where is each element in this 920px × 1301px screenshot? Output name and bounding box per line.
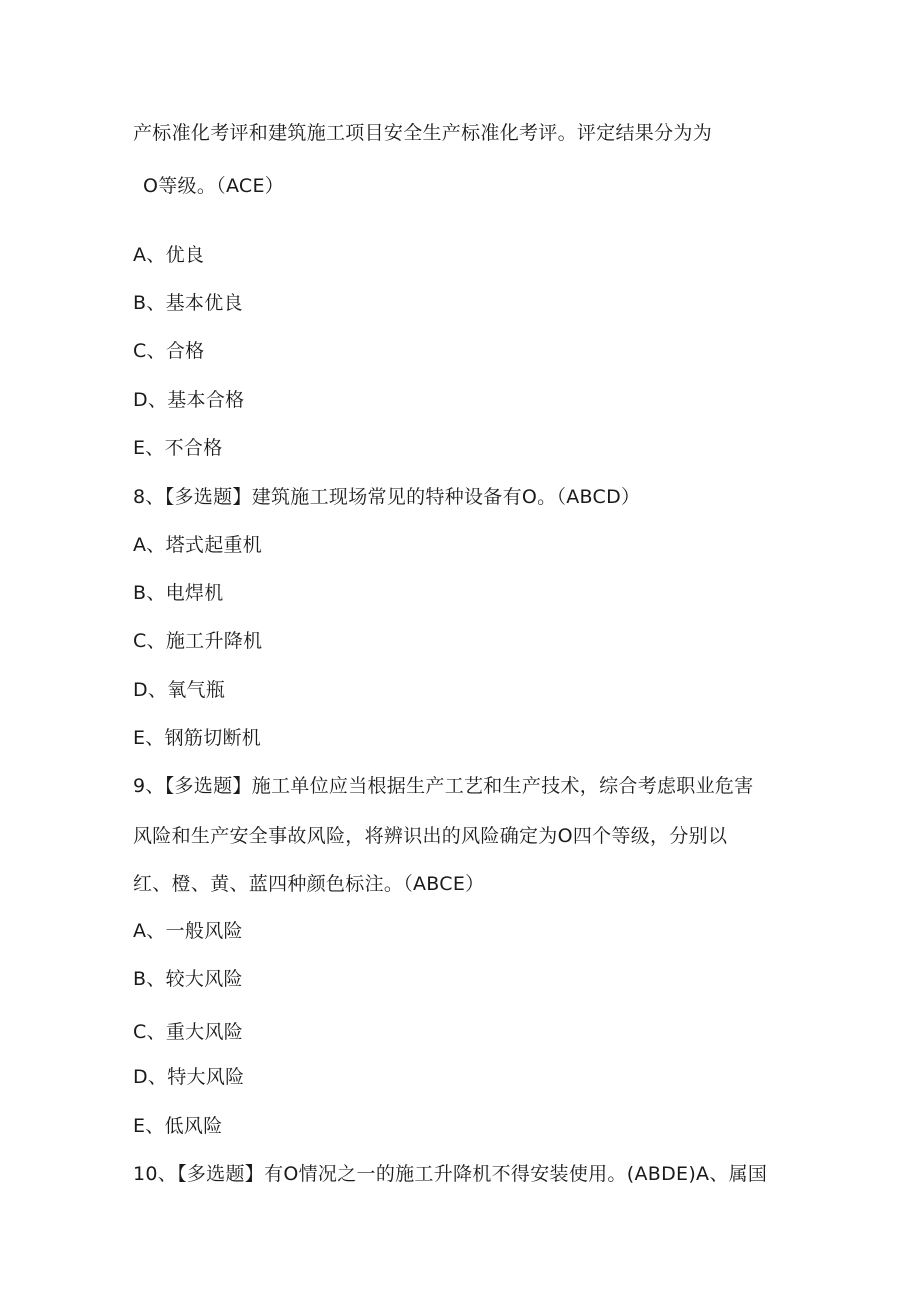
question-8-option-d: D、氧气瓶 — [133, 679, 226, 701]
question-8-option-a: A、塔式起重机 — [133, 534, 263, 556]
question-7-option-b: B、基本优良 — [133, 292, 243, 314]
question-8-text: 8、【多选题】建筑施工现场常见的特种设备有O。（ABCD） — [133, 486, 641, 508]
question-7-text-line-2: O等级。（ACE） — [143, 175, 285, 197]
question-9-text-line-3: 红、橙、黄、蓝四种颜色标注。（ABCE） — [133, 873, 485, 895]
question-8-option-b: B、电焊机 — [133, 582, 224, 604]
question-7-option-c: C、合格 — [133, 340, 205, 362]
question-8-option-c: C、施工升降机 — [133, 630, 263, 652]
question-9-option-d: D、特大风险 — [133, 1066, 245, 1088]
question-9-option-e: E、低风险 — [133, 1115, 223, 1137]
question-9-option-b: B、较大风险 — [133, 968, 243, 990]
question-9-option-c: C、重大风险 — [133, 1021, 244, 1043]
question-8-option-e: E、钢筋切断机 — [133, 727, 262, 749]
question-9-text-line-2: 风险和生产安全事故风险，将辨识出的风险确定为O四个等级，分别以 — [133, 825, 728, 847]
question-7-text-line-1: 产标准化考评和建筑施工项目安全生产标准化考评。评定结果分为为 — [133, 122, 713, 144]
question-9-text-line-1: 9、【多选题】施工单位应当根据生产工艺和生产技术，综合考虑职业危害 — [133, 775, 754, 797]
question-7-option-d: D、基本合格 — [133, 389, 245, 411]
question-10-text: 10、【多选题】有O情况之一的施工升降机不得安装使用。(ABDE)A、属国 — [133, 1163, 768, 1185]
question-9-option-a: A、一般风险 — [133, 920, 243, 942]
question-7-option-e: E、不合格 — [133, 437, 223, 459]
question-7-option-a: A、优良 — [133, 244, 205, 266]
